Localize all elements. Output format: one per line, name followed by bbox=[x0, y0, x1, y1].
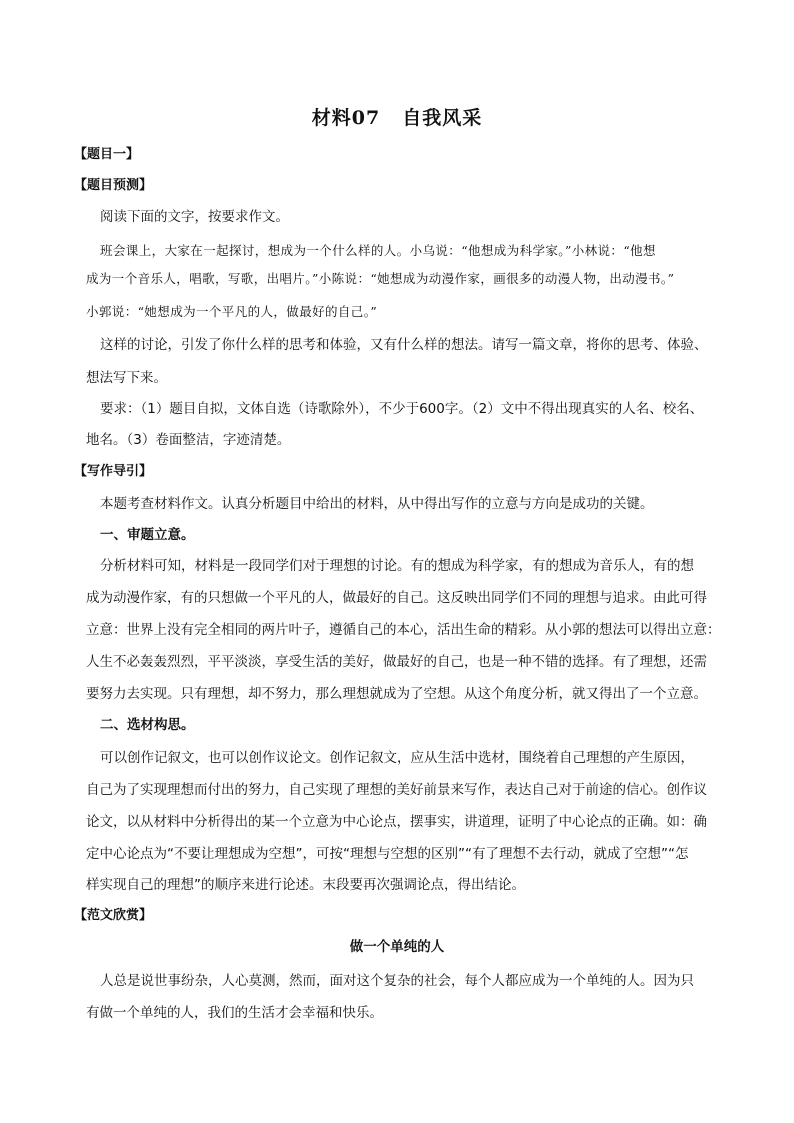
title-part-1: 材料07 bbox=[311, 107, 381, 129]
guide-paragraph-1-line: 成为动漫作家，有的只想做一个平凡的人，做最好的自己。这反映出同学们不同的理想与追求。由此可得 bbox=[86, 590, 707, 606]
guide-paragraph-2-line: 论文，以从材料中分析得出的某一个立意为中心论点，摆事实，讲道理，证明了中心论点的正确。如：确 bbox=[86, 814, 707, 830]
guide-intro: 本题考查材料作文。认真分析题目中给出的材料，从中得出写作的立意与方向是成功的关键。 bbox=[100, 496, 654, 512]
page-title bbox=[0, 103, 794, 130]
section-tag-sample: 【范文欣赏】 bbox=[74, 908, 153, 923]
essay-line: 有做一个单纯的人，我们的生活才会幸福和快乐。 bbox=[86, 1005, 383, 1021]
guide-paragraph-1-line: 分析材料可知，材料是一段同学们对于理想的讨论。有的想成为科学家，有的想成为音乐人，有的想 bbox=[100, 558, 694, 574]
section-tag-guide: 【写作导引】 bbox=[74, 464, 153, 479]
quote-line: 小郭说：“她想成为一个平凡的人，做最好的自己。” bbox=[86, 304, 378, 319]
guide-paragraph-1-line: 人生不必轰轰烈烈，平平淡淡，享受生活的美好，做最好的自己，也是一种不错的选择。有了理想，还需 bbox=[86, 654, 707, 670]
essay-line: 人总是说世事纷杂，人心莫测，然而，面对这个复杂的社会，每个人都应成为一个单纯的人。因为只 bbox=[100, 973, 694, 989]
quote-line: 成为一个音乐人，唱歌，写歌，出唱片。”小陈说：“她想成为动漫作家，画很多的动漫人物，出动漫书。” bbox=[86, 271, 675, 286]
guide-heading-2: 二、选材构思。 bbox=[100, 717, 195, 733]
prompt-intro: 阅读下面的文字，按要求作文。 bbox=[100, 209, 289, 225]
guide-heading-1: 一、审题立意。 bbox=[100, 527, 195, 543]
section-tag-q1: 【题目一】 bbox=[74, 147, 140, 162]
essay-title: 做一个单纯的人 bbox=[349, 939, 445, 955]
guide-paragraph-1-line: 要努力去实现。只有理想，却不努力，那么理想就成为了空想。从这个角度分析，就又得出了一个立意。 bbox=[86, 686, 707, 702]
task-line: 想法写下来。 bbox=[86, 370, 167, 386]
requirement-line: 地名。（3）卷面整洁，字迹清楚。 bbox=[86, 432, 291, 448]
quote-line: 班会课上，大家在一起探讨，想成为一个什么样的人。小乌说：“他想成为科学家。”小林说：“他想 bbox=[100, 243, 656, 258]
task-line: 这样的讨论，引发了你什么样的思考和体验，又有什么样的想法。请写一篇文章，将你的思考、体验、 bbox=[100, 337, 708, 353]
guide-paragraph-2-line: 自己为了实现理想而付出的努力，自己实现了理想的美好前景来写作，表达自己对于前途的信心。创作议 bbox=[86, 782, 707, 798]
requirement-line: 要求：（1）题目自拟，文体自选（诗歌除外），不少于600字。（2）文中不得出现真实的人名、校名、 bbox=[100, 401, 704, 417]
title-part-2: 自我风采 bbox=[402, 107, 483, 129]
section-tag-predict: 【题目预测】 bbox=[74, 178, 153, 193]
guide-paragraph-2-line: 样实现自己的理想”的顺序来进行论述。末段要再次强调论点，得出结论。 bbox=[86, 877, 525, 893]
guide-paragraph-1-line: 立意：世界上没有完全相同的两片叶子，遵循自己的本心，活出生命的精彩。从小郭的想法可以得出立意： bbox=[86, 622, 721, 638]
guide-paragraph-2-line: 定中心论点为“不要让理想成为空想”，可按“理想与空想的区别”“有了理想不去行动，就成了空想”“怎 bbox=[86, 846, 689, 862]
guide-paragraph-2-line: 可以创作记叙文，也可以创作议论文。创作记叙文，应从生活中选材，围绕着自己理想的产生原因， bbox=[100, 750, 694, 766]
